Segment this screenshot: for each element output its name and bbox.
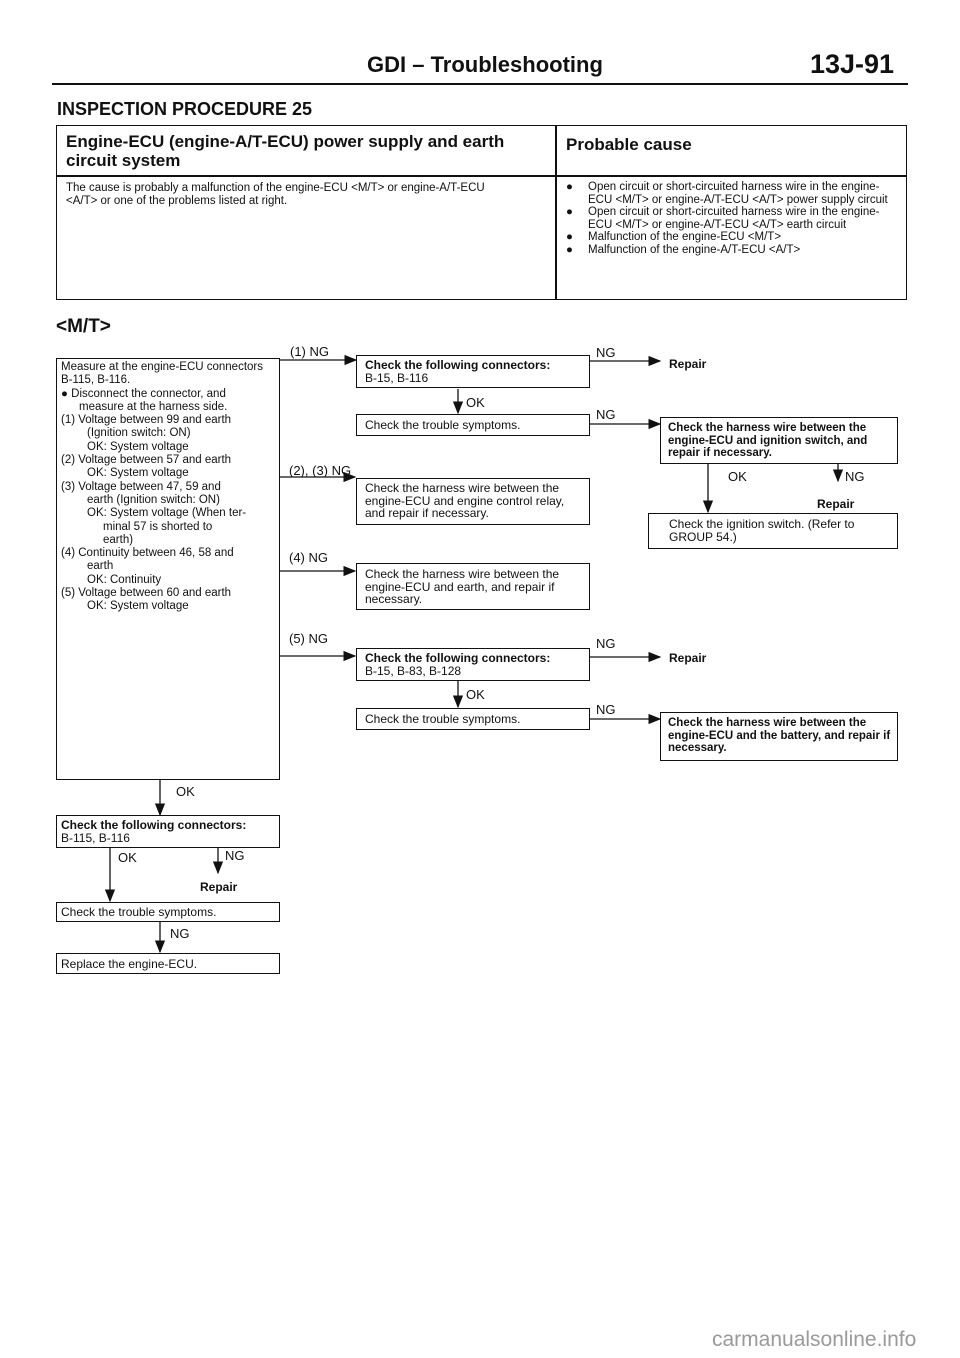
check-connectors-text: Check the following connectors: [365,651,551,665]
ng-label-5: (5) NG [289,631,328,646]
check-connectors-text: Check the following connectors: [365,358,551,372]
check-trouble-text: Check the trouble symptoms. [365,712,521,726]
ng-label-4: (4) NG [289,550,328,565]
ng-label: NG [225,848,245,863]
cause-text: The cause is probably a malfunction of the engine-ECU <M/T> or engine-A/T-ECU <A/T> or one of the problems listed at right. [66,182,485,207]
check-ign-switch-text: Check the ignition switch. (Refer to GROUP 54.) [669,517,855,544]
ng-label: NG [596,636,616,651]
list-item: ● Malfunction of the engine-A/T-ECU <A/T> [566,243,801,256]
watermark: carmanualsonline.info [712,1328,917,1351]
check-trouble-text: Check the trouble symptoms. [61,905,217,919]
check-connectors-list: B-115, B-116 [61,831,130,845]
check-harness-earth-text: Check the harness wire between the engine-ECU and earth, and repair if necessary. [365,567,560,606]
replace-ecu-text: Replace the engine-ECU. [61,957,198,971]
ok-label: OK [466,395,485,410]
check-harness-ign-text: Check the harness wire between the engine-ECU and ignition switch, and repair if necessary. [668,422,868,459]
measure-box-text: Measure at the engine-ECU connectors B-115, B-116. ● Disconnect the connector, and measure at the harness side. (1) Voltage between 99 and earth (Ignition switch: ON) OK: System voltage (2) Voltage between 57 and earth OK: System voltage (3) Voltage between 47, 59 and earth (Ignition switch: ON) OK: System voltage (When ter- minal 57 is shorted to earth) (4) Continuity between 46, 58 and earth OK: Continuity (5) Voltage between 60 and earth OK: System voltage [61,361,263,613]
repair-label: Repair [200,880,238,894]
ok-label: OK [728,469,747,484]
check-connectors-list: B-15, B-116 [365,371,429,385]
page-title: GDI – Troubleshooting [367,52,603,77]
list-item: ● Open circuit or short-circuited harness wire in the engine-ECU <M/T> or engine-A/T-ECU <A/T> earth circuit [566,206,880,231]
check-trouble-text: Check the trouble symptoms. [365,418,521,432]
ng-label: NG [596,345,616,360]
section-label: <M/T> [56,316,111,337]
check-harness-relay-text: Check the harness wire between the engine-ECU and engine control relay, and repair if necessary. [365,481,565,520]
ng-label: NG [596,407,616,422]
list-item: ● Malfunction of the engine-ECU <M/T> [566,231,782,243]
ng-label-1: (1) NG [290,344,329,359]
ng-label: NG [596,702,616,717]
procedure-title: INSPECTION PROCEDURE 25 [57,99,313,119]
repair-label: Repair [817,497,855,511]
ng-label: NG [845,469,865,484]
check-harness-battery-text: Check the harness wire between the engine-ECU and the battery, and repair if necessary. [668,717,891,754]
table-col1-header: Engine-ECU (engine-A/T-ECU) power supply and earth circuit system [66,132,505,170]
page-number: 13J-91 [810,49,895,79]
repair-label: Repair [669,651,707,665]
list-item: ● Open circuit or short-circuited harness wire in the engine-ECU <M/T> or engine-A/T-ECU <A/T> power supply circuit [566,181,888,206]
table-col2-header: Probable cause [566,135,692,154]
ok-label: OK [466,687,485,702]
check-connectors-list: B-15, B-83, B-128 [365,664,462,678]
ng-label-23: (2), (3) NG [289,463,352,478]
ok-label: OK [118,850,137,865]
repair-label: Repair [669,357,707,371]
check-connectors-text: Check the following connectors: [61,818,247,832]
ok-label: OK [176,784,195,799]
ng-label: NG [170,926,190,941]
